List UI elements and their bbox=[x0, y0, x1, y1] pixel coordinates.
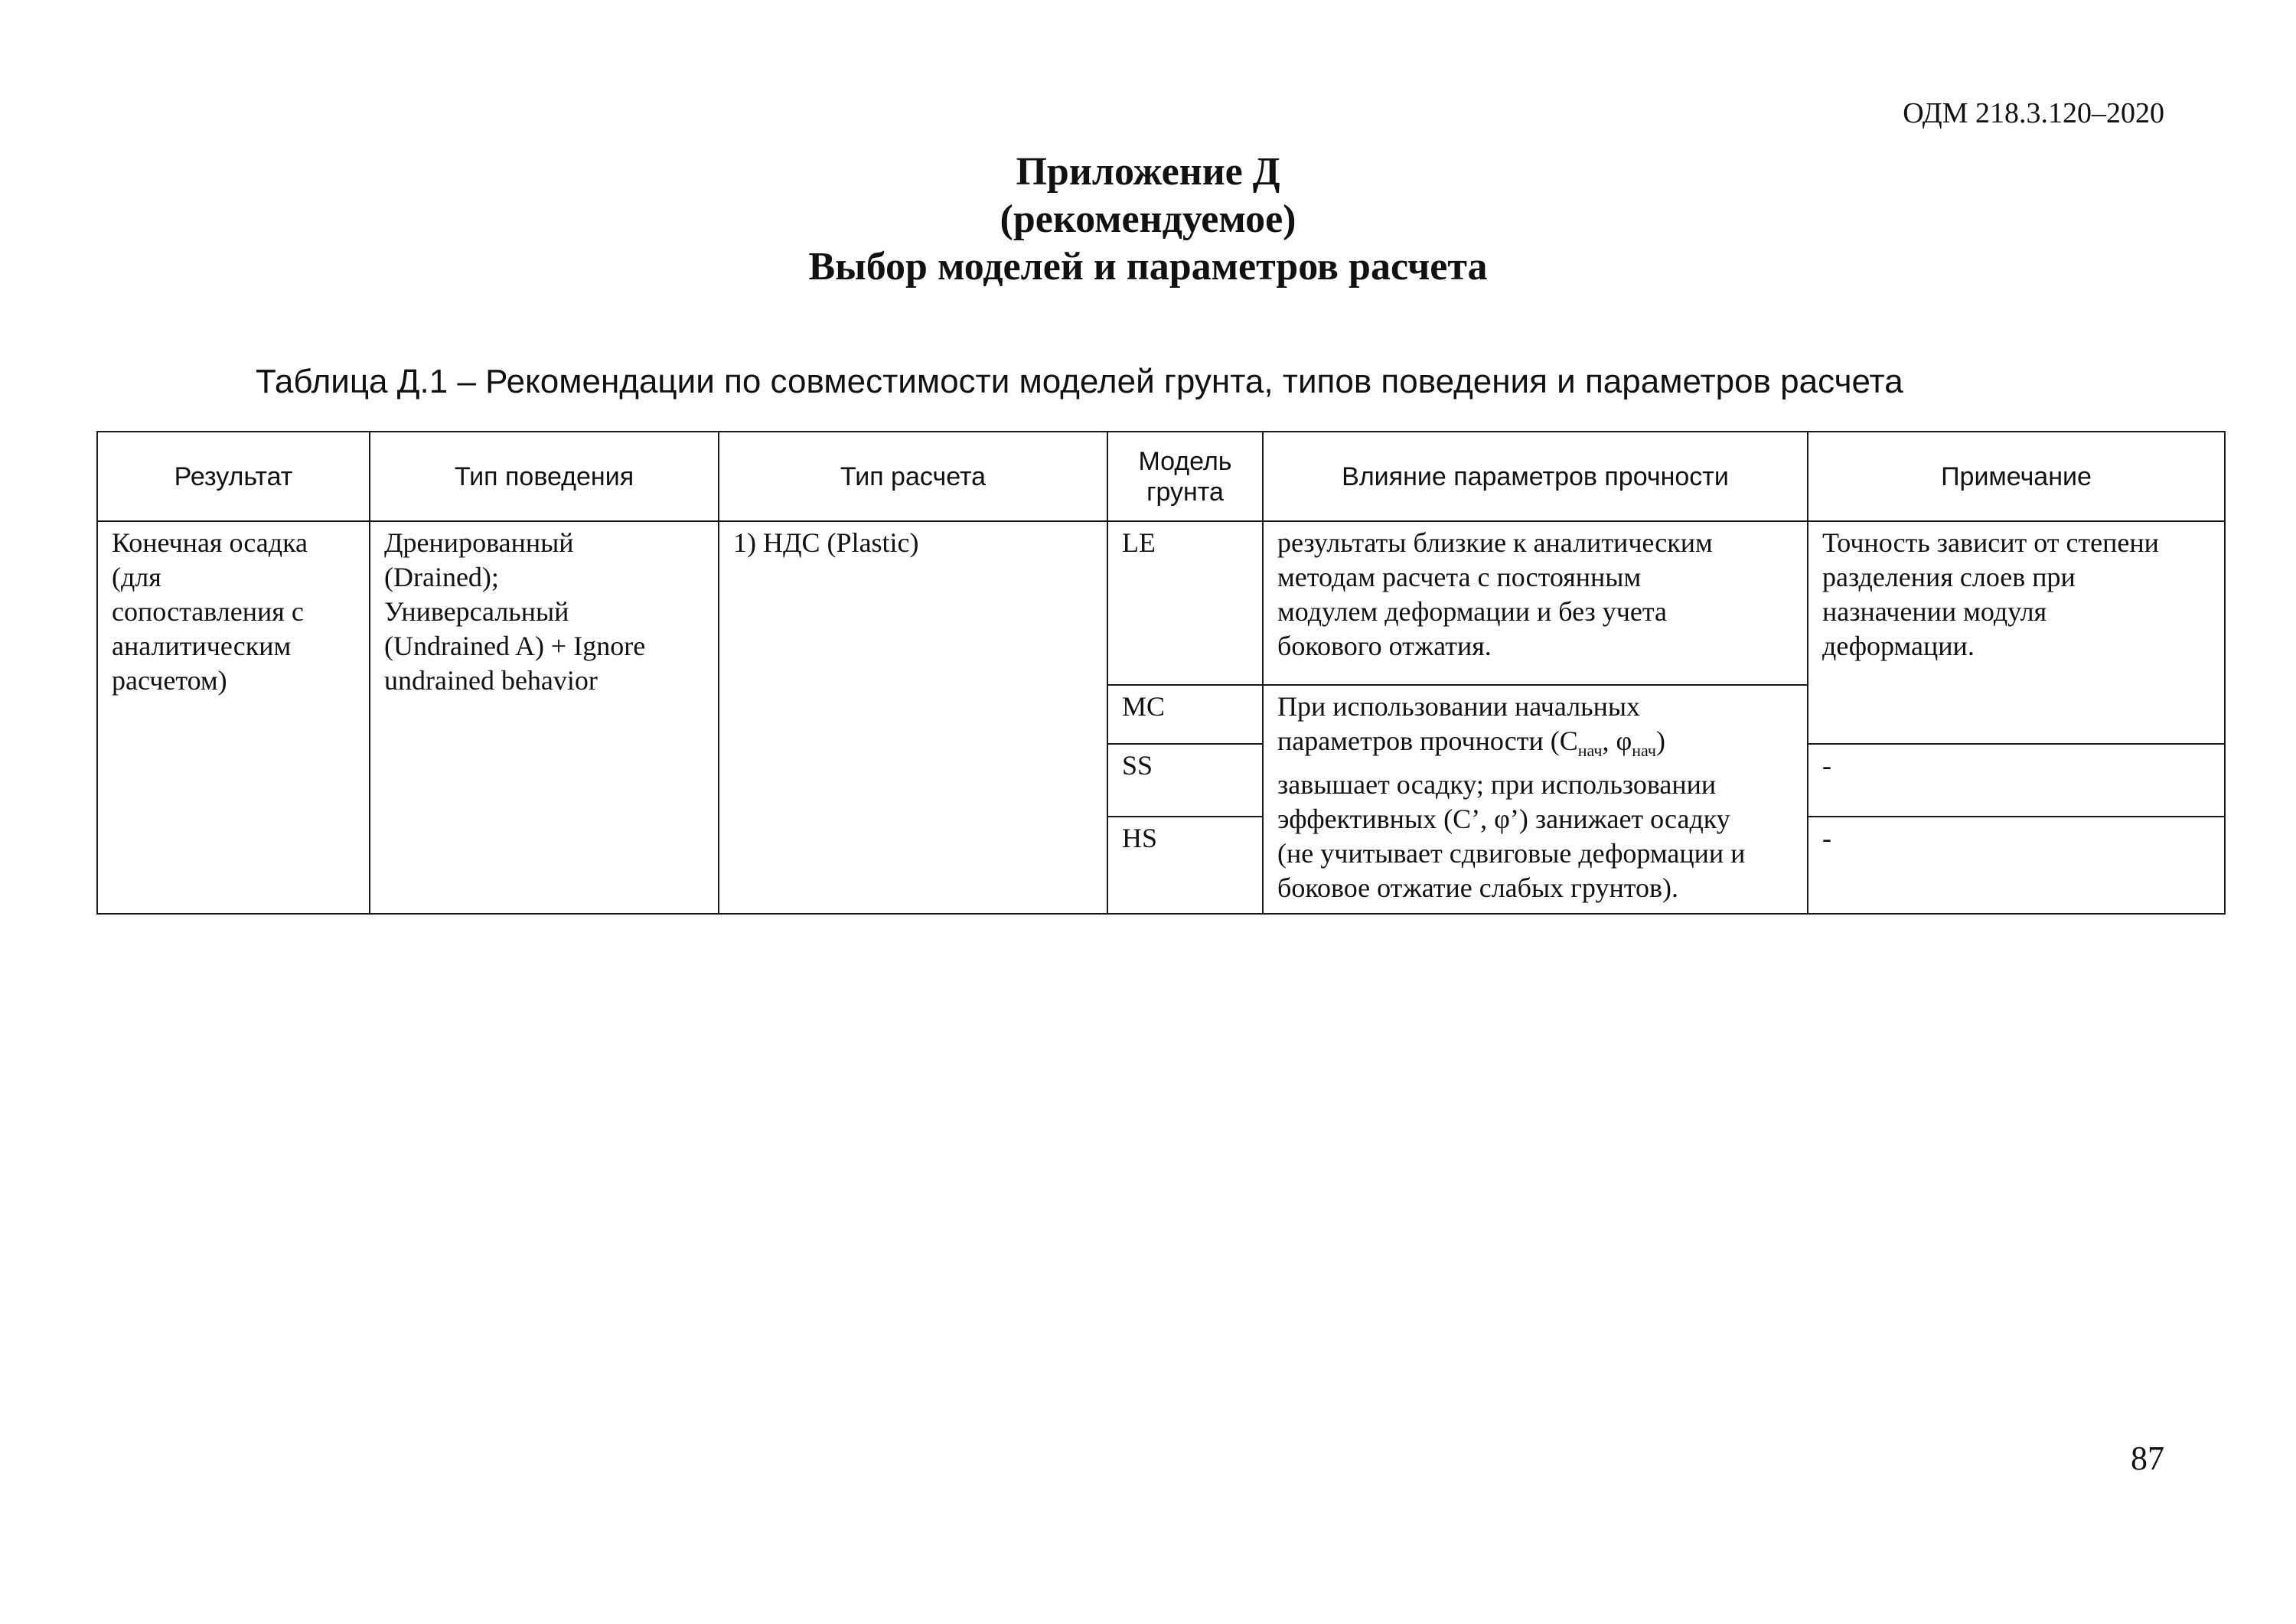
influence-text-part: , φ bbox=[1602, 726, 1632, 756]
header-strength-influence: Влияние параметров прочности bbox=[1263, 432, 1808, 521]
subscript-nach: нач bbox=[1632, 741, 1656, 761]
appendix-title-line1: Приложение Д bbox=[1016, 150, 1280, 194]
cell-note-ss: - bbox=[1808, 744, 2225, 817]
header-soil-model: Модель грунта bbox=[1107, 432, 1263, 521]
influence-text-part: ) завышает осадку; при использовании эффективных (С’, φ’) занижает осадку (не учитывает сдвиговые деформации и боковое отжатие слабых грунтов). bbox=[1277, 726, 1746, 904]
appendix-title-line3: Выбор моделей и параметров расчета bbox=[808, 245, 1488, 289]
header-result: Результат bbox=[97, 432, 370, 521]
influence-text-part: При использовании начальных параметров прочности (С bbox=[1277, 691, 1641, 756]
cell-behavior-type: Дренированный (Drained); Универсальный (Undrained A) + Ignore undrained behavior bbox=[370, 521, 719, 914]
table-row bbox=[97, 521, 2225, 685]
recommendations-table bbox=[96, 431, 2226, 915]
subscript-nach: нач bbox=[1577, 741, 1603, 761]
cell-influence-mc-ss-hs bbox=[1263, 685, 1808, 914]
header-calculation-type: Тип расчета bbox=[719, 432, 1107, 521]
header-behavior-type: Тип поведения bbox=[370, 432, 719, 521]
appendix-title bbox=[0, 148, 2296, 291]
table-header-row bbox=[97, 432, 2225, 521]
header-note: Примечание bbox=[1808, 432, 2225, 521]
cell-model-hs: HS bbox=[1107, 817, 1263, 914]
cell-note-le-mc: Точность зависит от степени разделения слоев при назначении модуля деформации. bbox=[1808, 521, 2225, 744]
cell-result: Конечная осадка (для сопоставления с аналитическим расчетом) bbox=[97, 521, 370, 914]
cell-model-mc: MC bbox=[1107, 685, 1263, 744]
page-number: 87 bbox=[2131, 1440, 2164, 1477]
cell-model-ss: SS bbox=[1107, 744, 1263, 817]
cell-note-hs: - bbox=[1808, 817, 2225, 914]
cell-model-le: LE bbox=[1107, 521, 1263, 685]
cell-calculation-type: 1) НДС (Plastic) bbox=[719, 521, 1107, 914]
appendix-title-line2: (рекомендуемое) bbox=[1000, 197, 1296, 241]
cell-influence-le: результаты близкие к аналитическим методам расчета с постоянным модулем деформации и без учета бокового отжатия. bbox=[1263, 521, 1808, 685]
table-caption: Таблица Д.1 – Рекомендации по совместимости моделей грунта, типов поведения и параметров расчета bbox=[256, 363, 1903, 400]
document-code: ОДМ 218.3.120–2020 bbox=[1903, 97, 2164, 129]
